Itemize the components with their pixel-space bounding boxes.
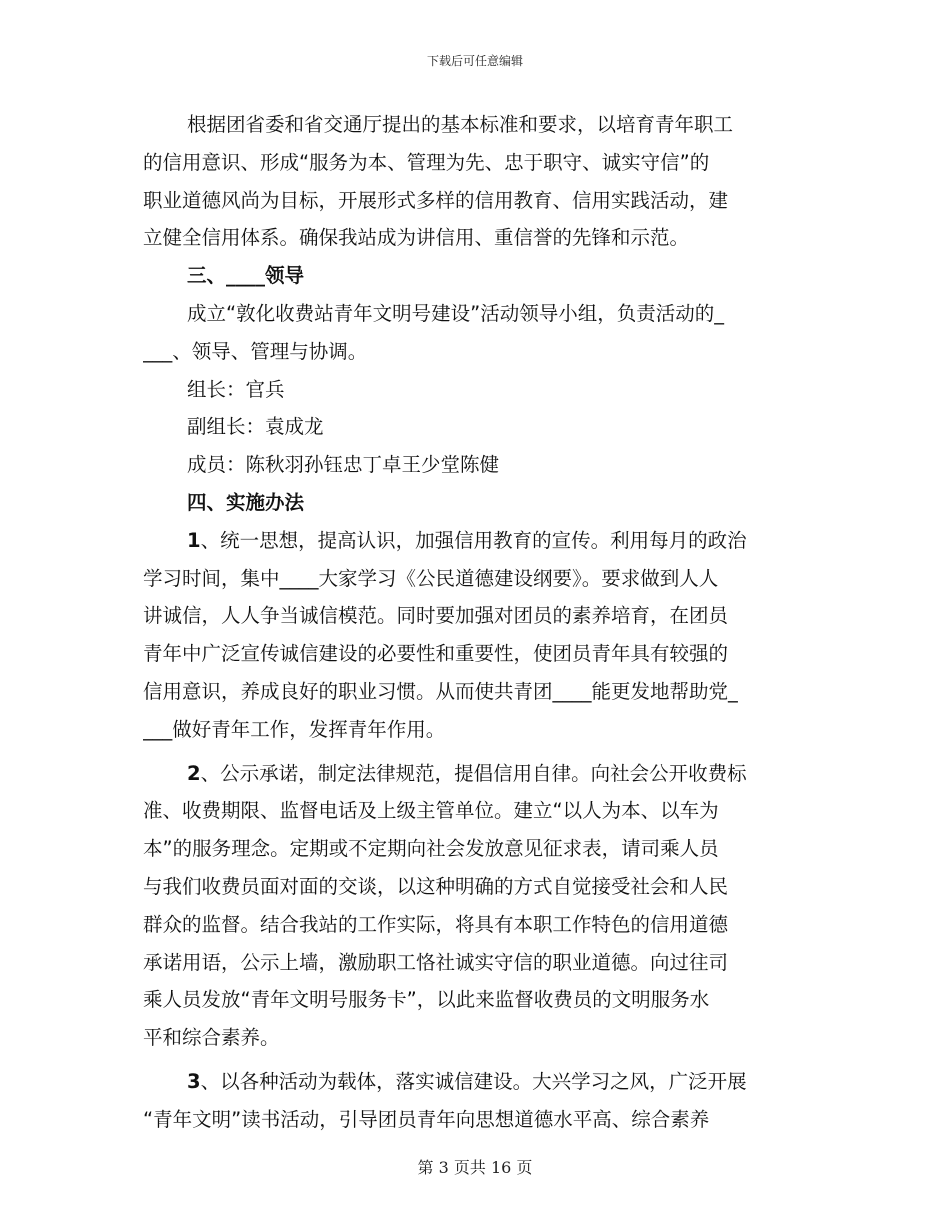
paragraph-line: 讲诚信，人人争当诚信模范。同时要加强对团员的素养培育，在团员	[143, 604, 729, 628]
paragraph-line: ___做好青年工作，发挥青年作用。	[143, 717, 446, 741]
paragraph-line: 本”的服务理念。定期或不定期向社会发放意见征求表，请司乘人员	[143, 837, 719, 861]
item-3-first-line	[143, 1063, 807, 1101]
paragraph-line: 的信用意识、形成“服务为本、管理为先、忠于职守、诚实守信”的	[143, 150, 710, 174]
paragraph-line: 学习时间，集中____大家学习《公民道德建设纲要》。要求做到人人	[143, 566, 719, 590]
page-header-note: 下载后可任意编辑	[426, 54, 523, 68]
paragraph-line: 职业道德风尚为目标，开展形式多样的信用教育、信用实践活动，建	[143, 188, 729, 212]
section-heading-4: 四、实施办法	[187, 490, 305, 514]
item-number: 1	[187, 528, 201, 552]
item-text: 、以各种活动为载体，落实诚信建设。大兴学习之风，广泛开展	[200, 1069, 747, 1093]
paragraph-line: 信用意识，养成良好的职业习惯。从而使共青团____能更发地帮助党_	[143, 679, 738, 703]
item-text: 、公示承诺，制定法律规范，提倡信用自律。向社会公开收费标	[200, 761, 747, 785]
paragraph-line: 成立“敦化收费站青年文明号建设”活动领导小组，负责活动的_	[187, 301, 724, 325]
paragraph-line: 群众的监督。结合我站的工作实际，将具有本职工作特色的信用道德	[143, 912, 729, 936]
document-body	[143, 106, 807, 1139]
paragraph-line: 根据团省委和省交通厅提出的基本标准和要求，以培育青年职工	[187, 113, 734, 136]
group-members: 成员：陈秋羽孙钰忠丁卓王少堂陈健	[187, 453, 500, 477]
item-number: 2	[187, 761, 201, 785]
group-leader: 组长：官兵	[187, 377, 285, 401]
paragraph-line: 准、收费期限、监督电话及上级主管单位。建立“以人为本、以车为	[143, 799, 719, 823]
group-vice-leader: 副组长：袁成龙	[187, 415, 324, 439]
page-number-footer: 第 3 页共 16 页	[417, 1158, 533, 1177]
paragraph-line: 立健全信用体系。确保我站成为讲信用、重信誉的先锋和示范。	[143, 226, 690, 250]
paragraph-line: “青年文明”读书活动，引导团员青年向思想道德水平高、综合素养	[143, 1107, 710, 1131]
paragraph-line: 与我们收费员面对面的交谈，以这种明确的方式自觉接受社会和人民	[143, 874, 729, 898]
item-number: 3	[187, 1069, 201, 1093]
item-2-first-line	[143, 755, 807, 793]
paragraph-line: 承诺用语，公示上墙，激励职工恪社诚实守信的职业道德。向过往司	[143, 950, 729, 974]
paragraph-line: 乘人员发放“青年文明号服务卡”，以此来监督收费员的文明服务水	[143, 988, 710, 1012]
item-1-first-line	[143, 522, 807, 560]
item-text: 、统一思想，提高认识，加强信用教育的宣传。利用每月的政治	[200, 528, 747, 552]
paragraph-line: 平和综合素养。	[143, 1026, 280, 1050]
paragraph-line: ___、领导、管理与协调。	[143, 339, 368, 363]
section-heading-3: 三、____领导	[187, 264, 305, 288]
paragraph-line: 青年中广泛宣传诚信建设的必要性和重要性，使团员青年具有较强的	[143, 642, 729, 666]
